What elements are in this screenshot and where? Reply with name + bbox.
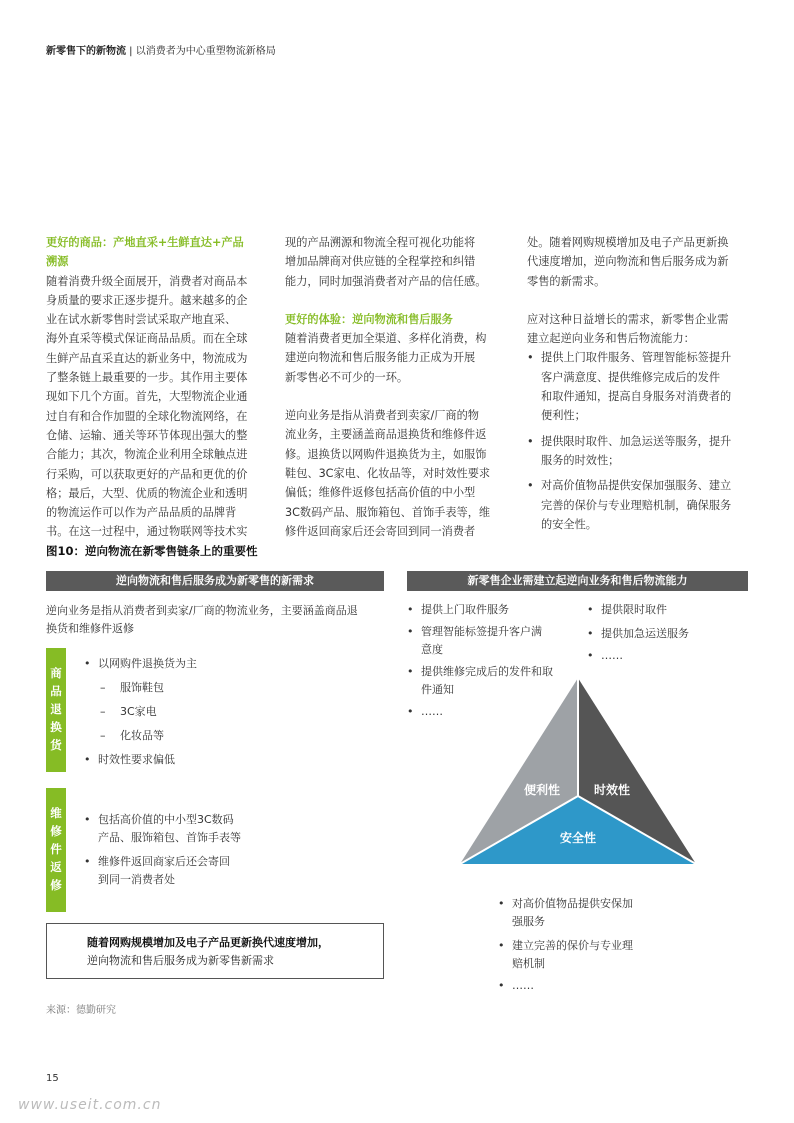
col1-line: 的物流运作可以作为产品品质的品牌背 — [46, 506, 237, 520]
safety-list — [498, 895, 668, 995]
section-heading-better-experience: 更好的体验：逆向物流和售后服务 — [285, 312, 453, 326]
header-subtitle: 以消费者为中心重塑物流新格局 — [135, 46, 276, 57]
list-item: • 提供维修完成后的发件和取 件通知 — [407, 663, 577, 699]
col1-line: 书。在这一过程中，通过物联网等技术实 — [46, 525, 248, 539]
col2-line: 现的产品溯源和物流全程可视化功能将 — [285, 236, 476, 249]
callout-bold: 随着网购规模增加及电子产品更新换代速度增加， — [87, 936, 329, 949]
running-header — [46, 42, 276, 57]
list-item: • …… — [587, 647, 747, 665]
callout-text: 逆向物流和售后服务成为新零售新需求 — [87, 954, 274, 967]
page-number: 15 — [46, 1073, 59, 1084]
watermark: www.useit.com.cn — [18, 1097, 162, 1113]
left-section-bar: 逆向物流和售后服务成为新零售的新需求 — [46, 571, 384, 591]
list-item: • …… — [498, 977, 668, 995]
col2-line: 修件返回商家后还会寄回到同一消费者 — [285, 524, 476, 538]
col3-line: 应对这种日益增长的需求，新零售企业需 — [527, 312, 729, 326]
list-item: • …… — [407, 703, 577, 721]
col2-line: 流业务，主要涵盖商品退换货和维修件返 — [285, 428, 487, 442]
list-item: • 以网购件退换货为主 — [84, 655, 197, 673]
col3-line: 代速度增加，逆向物流和售后服务成为新 — [527, 255, 729, 269]
bullet-item: • 提供上门取件服务、管理智能标签提升 客户满意度、提供维修完成后的发件 和取件通知，提高自身服务对消费者的 便利性； — [527, 348, 749, 425]
repair-return-list — [84, 811, 241, 889]
list-item: • 提供加急运送服务 — [587, 625, 747, 643]
list-item: • 管理智能标签提升客户满 意度 — [407, 623, 577, 659]
bullet-item: • 对高价值物品提供安保加强服务、建立 完善的保价与专业理赔机制，确保服务 的安全性。 — [527, 476, 749, 534]
col1-line: 海外直采等模式保证商品品质。而在全球 — [46, 332, 248, 346]
list-item: • 包括高价值的中小型3C数码 产品、服饰箱包、首饰手表等 — [84, 811, 241, 847]
col1-line: 生鲜产品直采直达的新业务中，物流成为 — [46, 351, 248, 365]
list-item: • 维修件返回商家后还会寄回 到同一消费者处 — [84, 853, 241, 889]
col1-line: 仓储、运输、通关等环节体现出强大的整 — [46, 428, 248, 442]
col1-line: 业在试水新零售时尝试采取产地直采、 — [46, 313, 237, 327]
col2-line: 新零售必不可少的一环。 — [285, 370, 409, 384]
col1-line: 过自有和合作加盟的全球化物流网络，在 — [46, 409, 248, 423]
bullet-item: • 提供限时取件、加急运送等服务，提升 服务的时效性； — [527, 432, 749, 471]
col2-line: 增加品牌商对供应链的全程掌控和纠错 — [285, 255, 476, 269]
text-column-3 — [527, 233, 749, 534]
callout-box — [46, 923, 384, 979]
source-note: 来源：德勤研究 — [46, 1005, 116, 1016]
col2-line: 随着消费者更加全渠道、多样化消费，构 — [285, 332, 487, 346]
list-subitem: – 3C家电 — [84, 703, 197, 721]
label-goods-return: 商 品 退 换 货 — [46, 648, 66, 772]
col1-line: 格；最后，大型、优质的物流企业和透明 — [46, 486, 248, 500]
col1-line: 行采购，可以获取更好的产品和更优的价 — [46, 467, 248, 481]
list-subitem: – 化妆品等 — [84, 727, 197, 745]
label-convenience: 便利性 — [523, 783, 561, 797]
list-item: • 时效性要求偏低 — [84, 751, 197, 769]
col3-line: 零售的新需求。 — [527, 274, 606, 288]
text-column-2 — [285, 233, 507, 541]
col1-line: 了整条链上最重要的一步。其作用主要体 — [46, 371, 248, 385]
col2-line: 3C数码产品、服饰箱包、首饰手表等，维 — [285, 505, 491, 519]
col2-line: 逆向业务是指从消费者到卖家/厂商的物 — [285, 409, 479, 423]
right-section-bar: 新零售企业需建立起逆向业务和售后物流能力 — [407, 571, 748, 591]
list-subitem: – 服饰鞋包 — [84, 679, 197, 697]
col1-line: 合能力；其次，物流企业利用全球触点进 — [46, 448, 248, 462]
col2-line: 偏低；维修件返修包括高价值的中小型 — [285, 486, 476, 500]
goods-return-list — [84, 655, 197, 769]
text-column-1 — [46, 233, 268, 542]
col3-line: 处。随着网购规模增加及电子产品更新换 — [527, 236, 729, 249]
timeliness-list — [587, 601, 747, 665]
label-repair-return: 维 修 件 返 修 — [46, 788, 66, 912]
col2-line: 修。退换货以网购件退换货为主，如服饰 — [285, 447, 487, 461]
col1-line: 身质量的要求正逐步提升。越来越多的企 — [46, 293, 248, 307]
figure-intro: 逆向业务是指从消费者到卖家/厂商的物流业务，主要涵盖商品退 换货和维修件返修 — [46, 604, 358, 635]
list-item: • 提供限时取件 — [587, 601, 747, 619]
list-item: • 对高价值物品提供安保加 强服务 — [498, 895, 668, 931]
list-item: • 提供上门取件服务 — [407, 601, 577, 619]
list-item: • 建立完善的保价与专业理 赔机制 — [498, 937, 668, 973]
label-timeliness: 时效性 — [593, 783, 631, 797]
label-safety: 安全性 — [559, 831, 597, 845]
header-title: 新零售下的新物流 — [46, 46, 126, 57]
col1-line: 随着消费升级全面展开，消费者对商品本 — [46, 274, 248, 288]
section-heading-better-goods: 更好的商品：产地直采+生鲜直达+产品 溯源 — [46, 236, 244, 269]
col3-line: 建立起逆向业务和售后物流能力： — [527, 332, 695, 346]
col2-line: 鞋包、3C家电、化妆品等，对时效性要求 — [285, 466, 491, 480]
header-separator: | — [126, 46, 136, 57]
figure-title: 图10：逆向物流在新零售链条上的重要性 — [46, 544, 258, 558]
col2-line: 能力，同时加强消费者对产品的信任感。 — [285, 274, 487, 288]
col2-line: 建逆向物流和售后服务能力正成为开展 — [285, 351, 476, 365]
triangle-diagram — [460, 678, 700, 868]
col1-line: 现如下几个方面。首先，大型物流企业通 — [46, 390, 248, 404]
